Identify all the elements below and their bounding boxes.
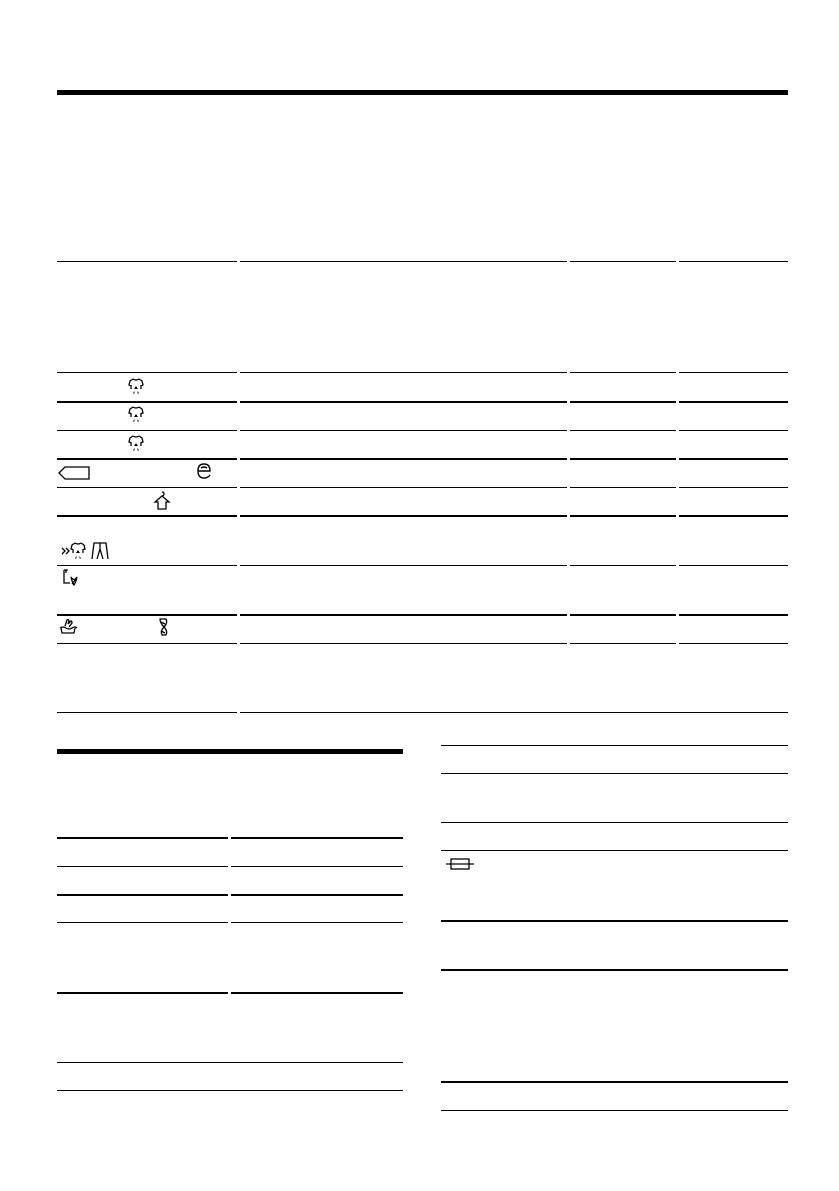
- tag-label-icon: [58, 466, 90, 480]
- table-bottom-rule: [57, 712, 788, 713]
- left-table-bottom-rule: [57, 1090, 403, 1091]
- eco-e-icon: [196, 462, 212, 480]
- right-table-rule: [441, 1081, 788, 1083]
- right-table-bottom-rule: [441, 1110, 788, 1111]
- column-gap: [237, 255, 240, 717]
- delicate-silk-icon: [61, 569, 79, 587]
- column-gap: [228, 830, 231, 1000]
- shirt-recycle-icon: [128, 406, 144, 424]
- hand-wash-wool-icon: [59, 618, 79, 636]
- right-table-rule: [441, 920, 788, 922]
- right-table-rule: [441, 822, 788, 823]
- wool-skein-icon: [156, 618, 170, 636]
- hanger-shirt-icon: [153, 491, 171, 511]
- right-table-rule: [441, 969, 788, 971]
- left-table-rule: [57, 1062, 403, 1063]
- fuse-icon: [445, 858, 475, 870]
- header-rule: [57, 90, 788, 95]
- column-gap: [676, 255, 679, 645]
- right-table-rule: [441, 850, 788, 851]
- left-section-heavy-rule: [57, 749, 403, 754]
- shirt-recycle-icon: [128, 435, 144, 453]
- shirt-recycle-icon: [128, 378, 144, 396]
- column-gap: [567, 255, 570, 645]
- right-table-rule: [441, 745, 788, 746]
- fast-mix-laundry-icon: [61, 541, 111, 561]
- right-table-rule: [441, 773, 788, 774]
